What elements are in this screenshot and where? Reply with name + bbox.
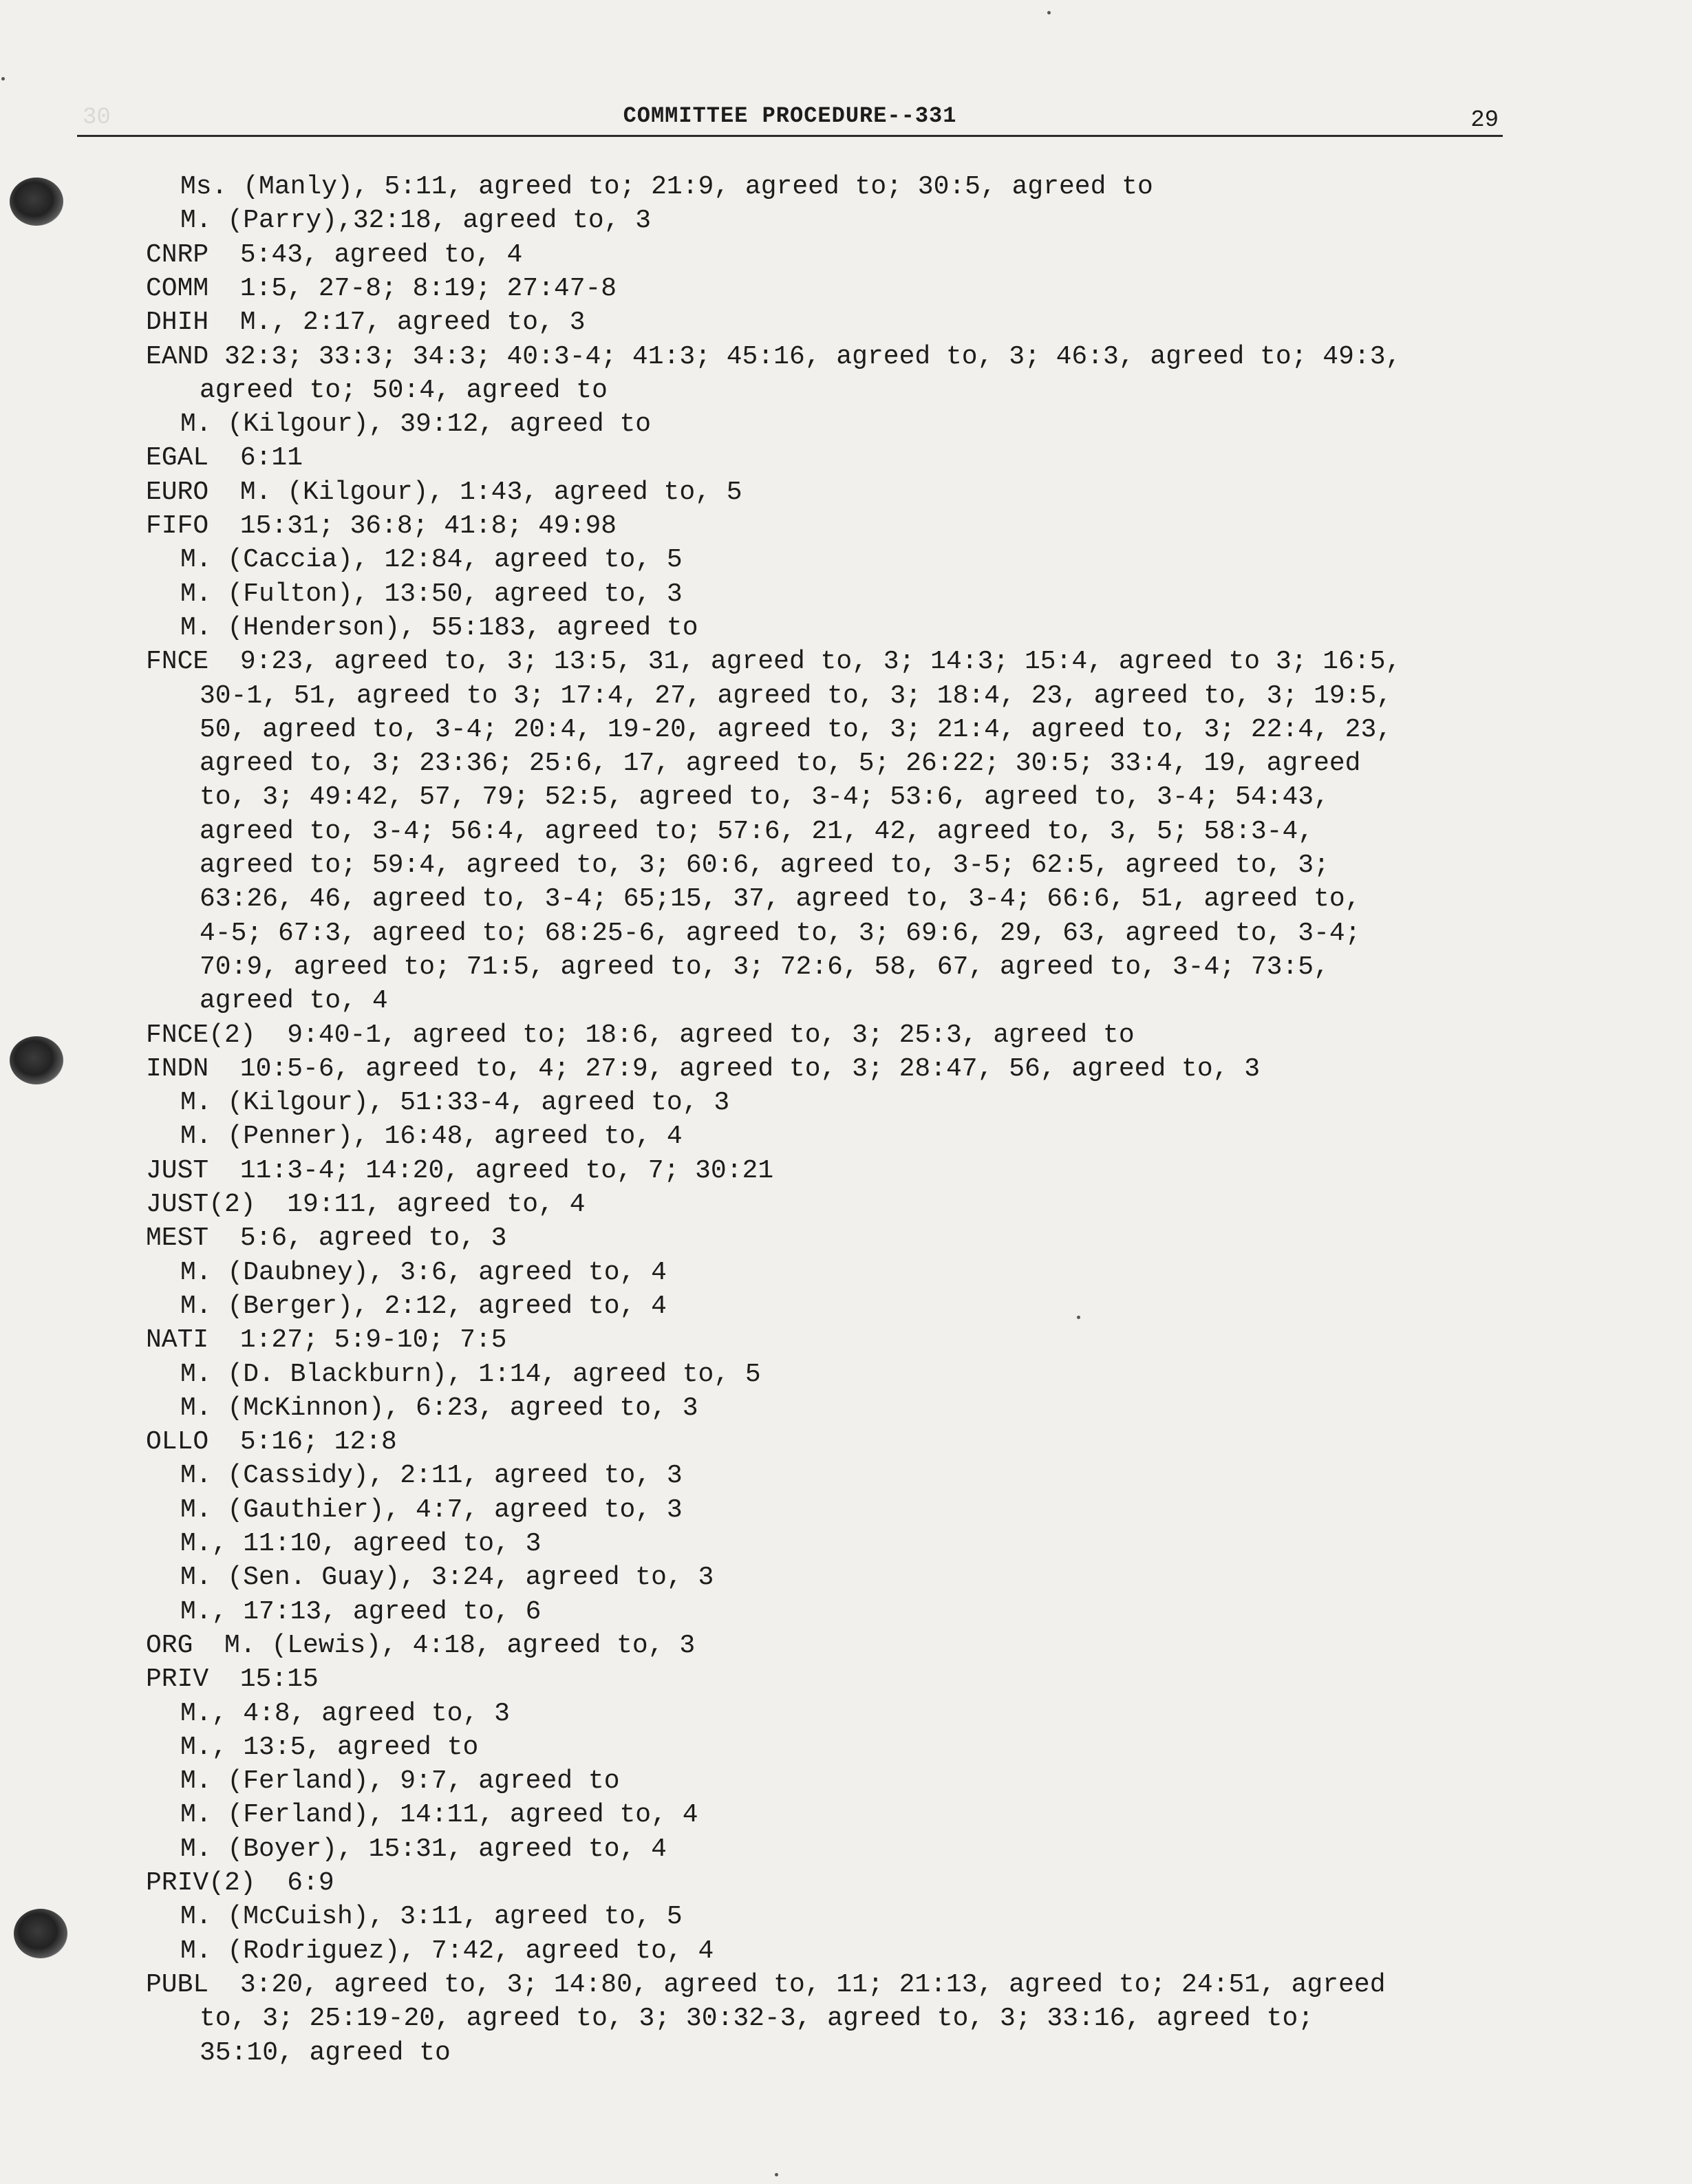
- scan-speck: [1077, 1316, 1080, 1319]
- index-entry-line: agreed to, 4: [200, 986, 388, 1016]
- index-entry-line: agreed to; 50:4, agreed to: [200, 376, 608, 405]
- index-entry-line: M. (Kilgour), 51:33-4, agreed to, 3: [180, 1088, 730, 1117]
- index-entry-line: M. (Boyer), 15:31, agreed to, 4: [180, 1834, 667, 1864]
- index-entry-heading: PRIV(2) 6:9: [146, 1868, 334, 1898]
- index-entry-line: agreed to, 3-4; 56:4, agreed to; 57:6, 21, 42, agreed to, 3, 5; 58:3-4,: [200, 817, 1314, 846]
- index-entry-line: M. (Gauthier), 4:7, agreed to, 3: [180, 1495, 683, 1525]
- punch-hole-top: [10, 178, 63, 226]
- index-entry-heading: FNCE(2) 9:40-1, agreed to; 18:6, agreed to, 3; 25:3, agreed to: [146, 1020, 1135, 1050]
- index-entry-line: 35:10, agreed to: [200, 2038, 451, 2068]
- index-entry-line: M. (Fulton), 13:50, agreed to, 3: [180, 579, 683, 609]
- index-entry-heading: MEST 5:6, agreed to, 3: [146, 1223, 507, 1253]
- index-entry-line: M. (McKinnon), 6:23, agreed to, 3: [180, 1393, 698, 1423]
- index-entry-heading: COMM 1:5, 27-8; 8:19; 27:47-8: [146, 274, 617, 303]
- page-number: 29: [1470, 107, 1499, 133]
- index-entry-heading: NATI 1:27; 5:9-10; 7:5: [146, 1325, 507, 1355]
- index-entry-heading: JUST 11:3-4; 14:20, agreed to, 7; 30:21: [146, 1156, 774, 1186]
- index-entry-line: M. (Rodriguez), 7:42, agreed to, 4: [180, 1936, 714, 1966]
- index-entry-line: M., 11:10, agreed to, 3: [180, 1529, 542, 1559]
- index-entry-line: M. (Ferland), 9:7, agreed to: [180, 1766, 620, 1796]
- index-entry-line: M. (McCuish), 3:11, agreed to, 5: [180, 1902, 683, 1931]
- index-entry-line: M. (Daubney), 3:6, agreed to, 4: [180, 1258, 667, 1287]
- index-entry-heading: CNRP 5:43, agreed to, 4: [146, 240, 523, 270]
- index-entry-heading: EURO M. (Kilgour), 1:43, agreed to, 5: [146, 478, 742, 507]
- index-entry-line: agreed to; 59:4, agreed to, 3; 60:6, agreed to, 3-5; 62:5, agreed to, 3;: [200, 850, 1329, 880]
- index-entry-line: M. (Cassidy), 2:11, agreed to, 3: [180, 1461, 683, 1490]
- index-entry-heading: INDN 10:5-6, agreed to, 4; 27:9, agreed to, 3; 28:47, 56, agreed to, 3: [146, 1054, 1261, 1084]
- index-entry-line: 70:9, agreed to; 71:5, agreed to, 3; 72:6, 58, 67, agreed to, 3-4; 73:5,: [200, 952, 1329, 982]
- index-entry-line: M. (Penner), 16:48, agreed to, 4: [180, 1122, 683, 1151]
- page-title: COMMITTEE PROCEDURE--331: [623, 103, 957, 129]
- index-entry-line: to, 3; 25:19-20, agreed to, 3; 30:32-3, agreed to, 3; 33:16, agreed to;: [200, 2004, 1314, 2033]
- index-entry-line: Ms. (Manly), 5:11, agreed to; 21:9, agreed to; 30:5, agreed to: [180, 172, 1153, 202]
- index-entry-line: M. (Ferland), 14:11, agreed to, 4: [180, 1800, 698, 1830]
- index-entry-line: agreed to, 3; 23:36; 25:6, 17, agreed to, 5; 26:22; 30:5; 33:4, 19, agreed: [200, 749, 1361, 778]
- index-entry-heading: PRIV 15:15: [146, 1664, 319, 1694]
- scan-speck: [775, 2173, 778, 2176]
- index-entry-heading: FNCE 9:23, agreed to, 3; 13:5, 31, agreed to, 3; 14:3; 15:4, agreed to 3; 16:5,: [146, 647, 1402, 676]
- index-entry-heading: ORG M. (Lewis), 4:18, agreed to, 3: [146, 1631, 696, 1660]
- index-entry-line: M. (Parry),32:18, agreed to, 3: [180, 206, 652, 235]
- punch-hole-bottom: [14, 1909, 67, 1958]
- index-entry-line: M. (Henderson), 55:183, agreed to: [180, 613, 698, 643]
- index-entry-heading: OLLO 5:16; 12:8: [146, 1427, 397, 1457]
- index-entry-line: M., 13:5, agreed to: [180, 1733, 479, 1762]
- index-entry-line: 4-5; 67:3, agreed to; 68:25-6, agreed to, 3; 69:6, 29, 63, agreed to, 3-4;: [200, 919, 1361, 948]
- index-entry-heading: JUST(2) 19:11, agreed to, 4: [146, 1190, 586, 1219]
- punch-hole-middle: [10, 1036, 63, 1084]
- index-entry-line: 63:26, 46, agreed to, 3-4; 65;15, 37, agreed to, 3-4; 66:6, 51, agreed to,: [200, 884, 1361, 914]
- index-entry-line: M. (Kilgour), 39:12, agreed to: [180, 409, 652, 439]
- index-entry-line: to, 3; 49:42, 57, 79; 52:5, agreed to, 3-4; 53:6, agreed to, 3-4; 54:43,: [200, 782, 1329, 812]
- index-entry-line: M. (Sen. Guay), 3:24, agreed to, 3: [180, 1563, 714, 1592]
- bleed-through-page-number: 30: [83, 105, 111, 131]
- scan-speck: [1047, 11, 1051, 14]
- scan-speck: [1, 77, 5, 81]
- index-entry-line: M. (Berger), 2:12, agreed to, 4: [180, 1292, 667, 1321]
- page-header: [77, 103, 1503, 137]
- index-entry-line: M., 17:13, agreed to, 6: [180, 1597, 542, 1627]
- index-entry-line: 30-1, 51, agreed to 3; 17:4, 27, agreed to, 3; 18:4, 23, agreed to, 3; 19:5,: [200, 681, 1393, 711]
- index-entry-heading: DHIH M., 2:17, agreed to, 3: [146, 308, 586, 337]
- index-entry-line: M. (D. Blackburn), 1:14, agreed to, 5: [180, 1360, 761, 1389]
- index-entry-line: M. (Caccia), 12:84, agreed to, 5: [180, 545, 683, 575]
- index-entry-line: M., 4:8, agreed to, 3: [180, 1699, 510, 1728]
- index-entry-heading: EAND 32:3; 33:3; 34:3; 40:3-4; 41:3; 45:16, agreed to, 3; 46:3, agreed to; 49:3,: [146, 342, 1402, 372]
- index-entry-heading: PUBL 3:20, agreed to, 3; 14:80, agreed to, 11; 21:13, agreed to; 24:51, agreed: [146, 1970, 1386, 2000]
- index-entry-heading: EGAL 6:11: [146, 443, 303, 473]
- index-entry-heading: FIFO 15:31; 36:8; 41:8; 49:98: [146, 511, 617, 541]
- index-entry-line: 50, agreed to, 3-4; 20:4, 19-20, agreed to, 3; 21:4, agreed to, 3; 22:4, 23,: [200, 715, 1393, 745]
